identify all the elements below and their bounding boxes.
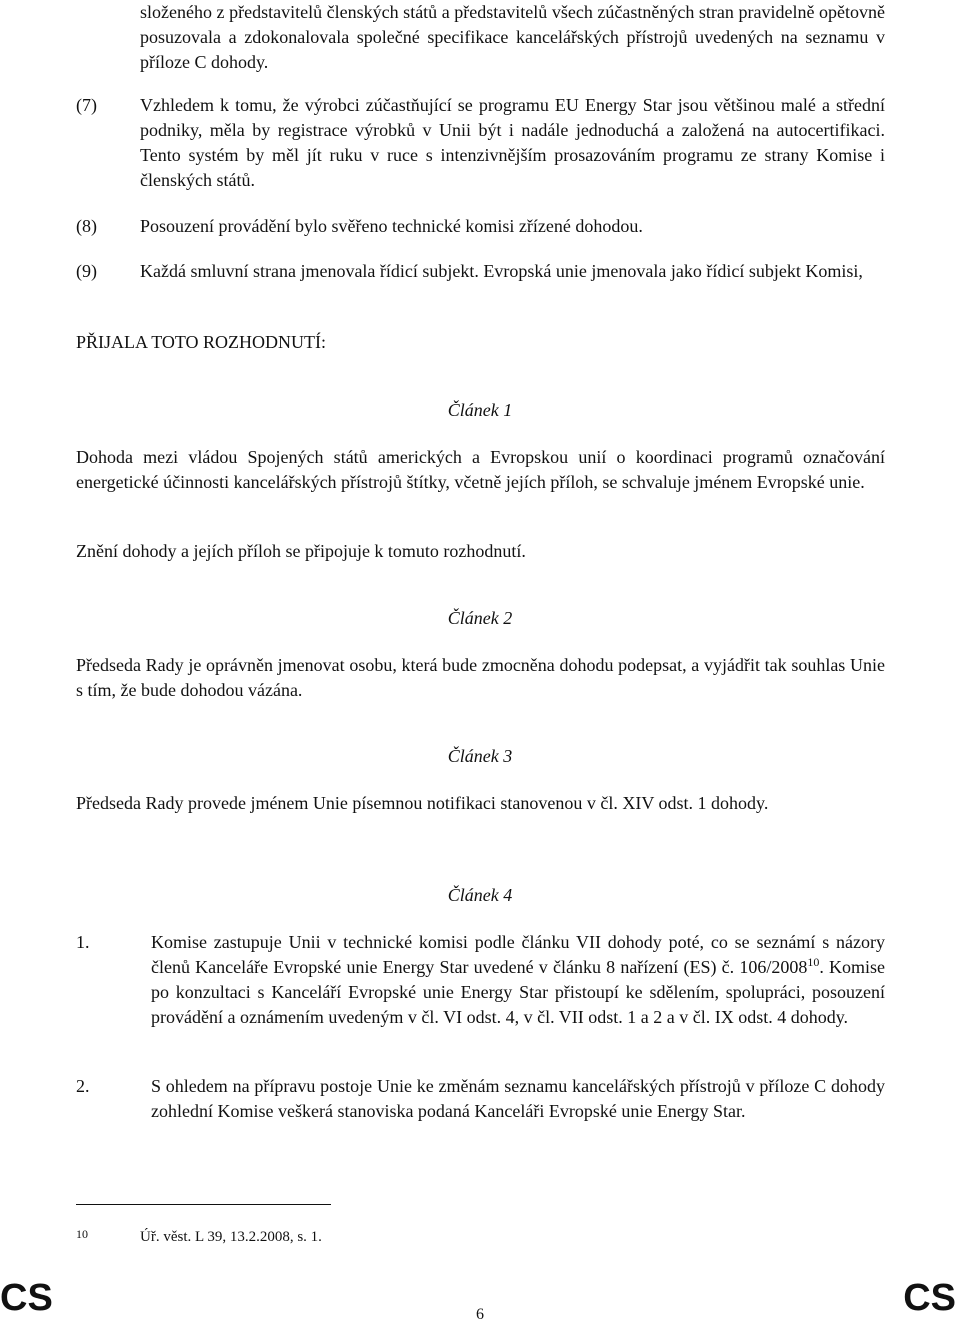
item-text-part: Komise zastupuje Unii v technické komisi podle článku VII dohody poté, co se seznámí s názory členů Kanceláře Evropské unie Energy Star uvedené v článku 8 nařízení (ES) č. 106/2008 [151,932,885,977]
article-3-text: Předseda Rady provede jménem Unie písemnou notifikaci stanovenou v čl. XIV odst. 1 dohody. [76,793,769,813]
item-number: 2. [76,1076,90,1096]
decision-heading: PŘIJALA TOTO ROZHODNUTÍ: [76,332,327,352]
article-2-heading: Článek 2 [447,608,513,628]
article-4-heading: Článek 4 [447,885,513,905]
item-text-part: . Komise po konzultaci s Kanceláří Evropské unie Energy Star přistoupí ke sdělením, spolupráci, posouzení provádění a oznámením uvedeným v čl. VI odst. 4, v čl. VII odst. 1 a 2 a v čl. IX odst. 4 dohody. [151,957,886,1027]
item-text [151,930,885,1030]
recital-text: Posouzení provádění bylo svěřeno technické komisi zřízené dohodou. [140,216,643,236]
continuation-paragraph: složeného z představitelů členských států a představitelů všech zúčastněných stran pravidelně opětovně posuzovala a zdokonalovala společné specifikace kancelářských přístrojů uvedených na seznamu v příloze C dohody. [140,2,885,72]
footnote-text: Úř. věst. L 39, 13.2.2008, s. 1. [140,1229,322,1245]
recital-number: (8) [76,216,97,236]
recital-text: Každá smluvní strana jmenovala řídicí subjekt. Evropská unie jmenovala jako řídicí subjekt Komisi, [140,261,863,281]
footnote-separator [76,1204,331,1205]
footer-language-left: CS [0,1277,53,1319]
footer-language-right: CS [903,1277,956,1319]
footnote-reference[interactable]: 10 [807,955,820,969]
page-number: 6 [476,1306,484,1323]
footnote-number: 10 [76,1227,88,1241]
recital-number: (9) [76,261,97,281]
item-text: S ohledem na přípravu postoje Unie ke změnám seznamu kancelářských přístrojů v příloze C dohody zohlední Komise veškerá stanoviska podaná Kanceláři Evropské unie Energy Star. [151,1076,885,1121]
article-2-text: Předseda Rady je oprávněn jmenovat osobu, která bude zmocněna dohodu podepsat, a vyjádřit tak souhlas Unie s tím, že bude dohodou vázána. [76,655,885,700]
recital-number: (7) [76,95,97,115]
article-1-heading: Článek 1 [447,400,513,420]
article-1-paragraph-1: Dohoda mezi vládou Spojených států amerických a Evropskou unií o koordinaci programů označování energetické účinnosti kancelářských přístrojů štítky, včetně jejích příloh, se schvaluje jménem Evropské unie. [76,447,885,492]
item-number: 1. [76,932,90,952]
recital-text: Vzhledem k tomu, že výrobci zúčastňující se programu EU Energy Star jsou většinou malé a střední podniky, měla by registrace výrobků v Unii být i nadále jednoduchá a založená na autocertifikaci. Tento systém by měl jít ruku v ruce s intenzivnějším prosazováním programu ze strany Komise i členských států. [140,95,885,190]
article-3-heading: Článek 3 [447,746,513,766]
article-1-paragraph-2: Znění dohody a jejích příloh se připojuje k tomuto rozhodnutí. [76,541,526,561]
